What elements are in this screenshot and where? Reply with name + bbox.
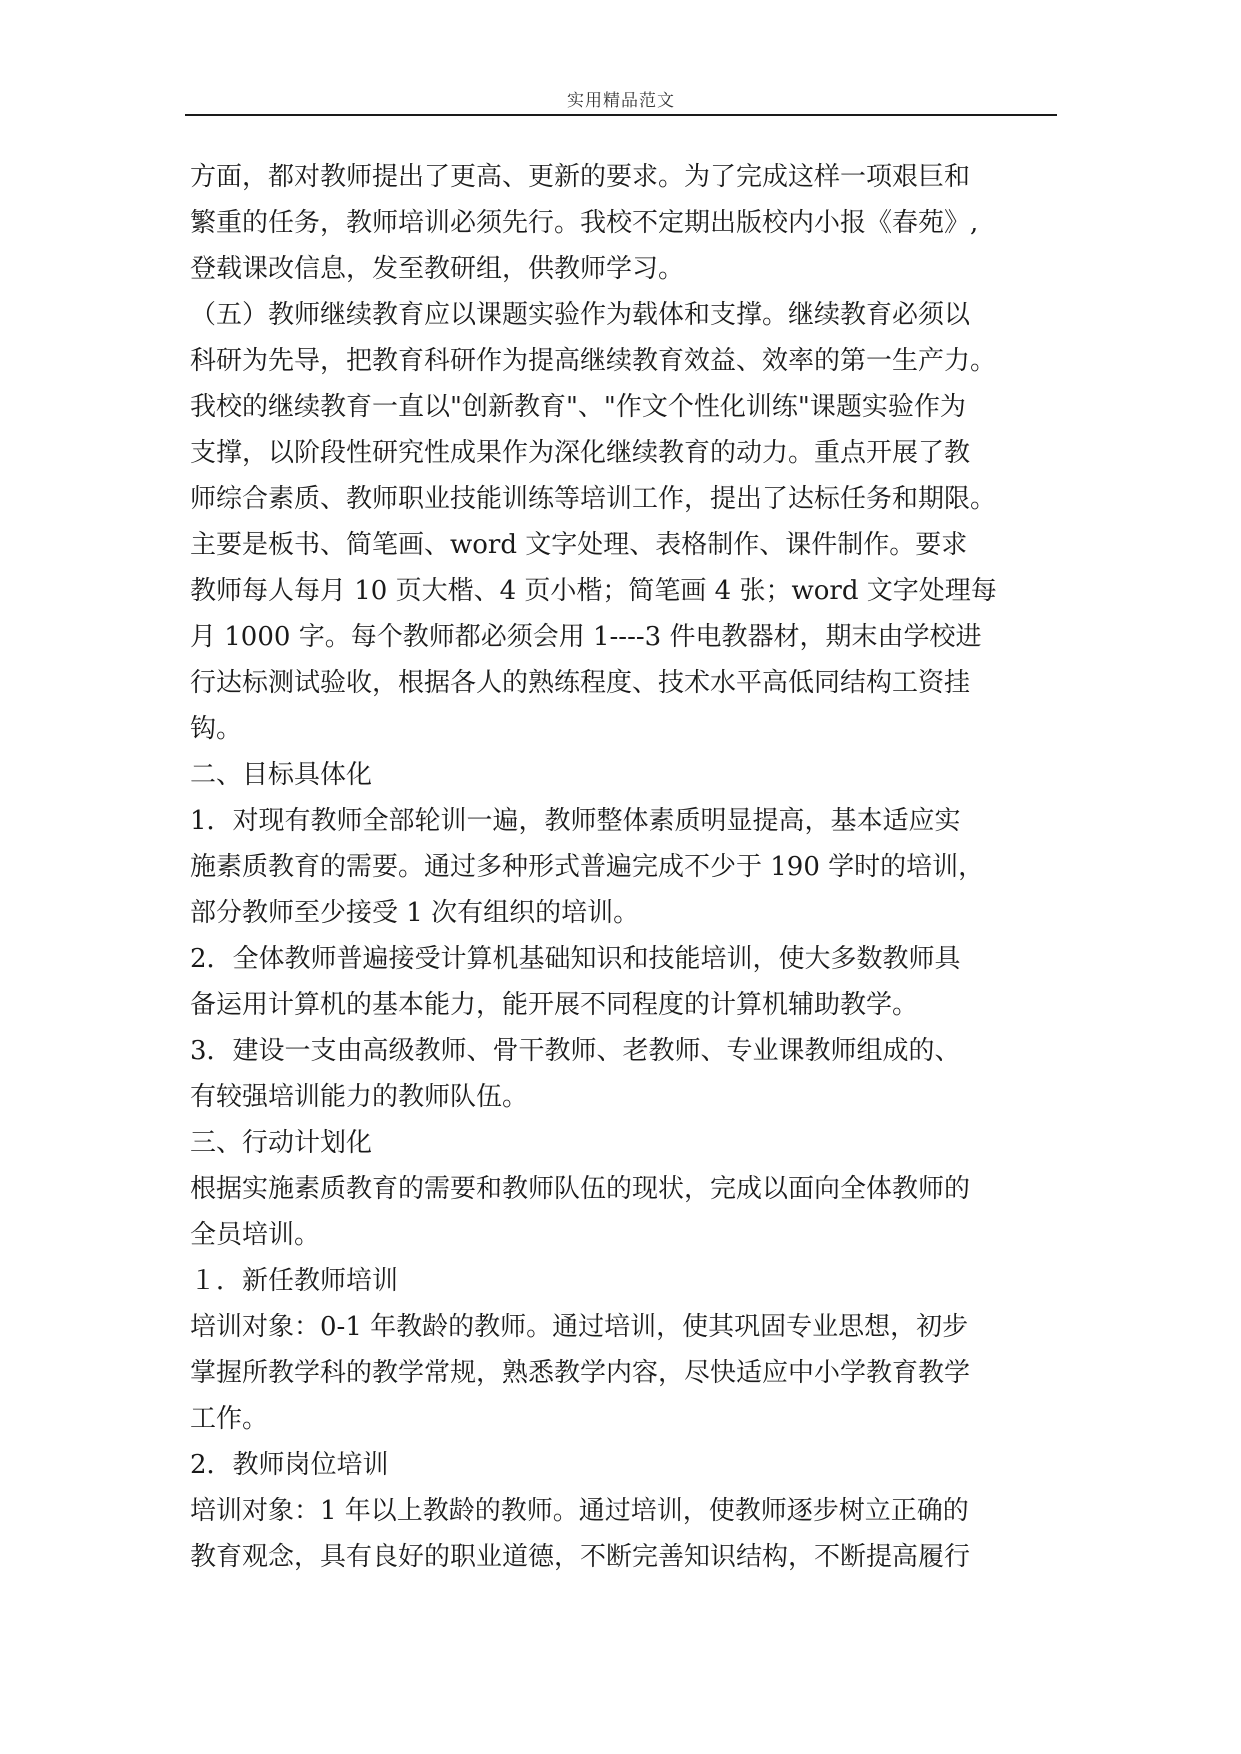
text-line: 培训对象：1 年以上教龄的教师。通过培训，使教师逐步树立正确的	[190, 1496, 969, 1526]
text-line: 教师每人每月 10 页大楷、4 页小楷；简笔画 4 张；word 文字处理每	[190, 576, 997, 606]
section-heading: 三、行动计划化	[190, 1128, 373, 1158]
subsection-heading: 2．教师岗位培训	[190, 1450, 389, 1480]
text-line: 教育观念，具有良好的职业道德，不断完善知识结构，不断提高履行	[190, 1542, 971, 1572]
text-line: 全员培训。	[190, 1220, 321, 1250]
text-line: 月 1000 字。每个教师都必须会用 1----3 件电教器材，期末由学校进	[190, 622, 982, 652]
text-line: 3．建设一支由高级教师、骨干教师、老教师、专业课教师组成的、	[190, 1036, 961, 1066]
text-line: 行达标测试验收，根据各人的熟练程度、技术水平高低同结构工资挂	[190, 668, 971, 698]
text-line: 工作。	[190, 1404, 269, 1434]
text-line: 钩。	[190, 714, 243, 744]
text-line: 掌握所教学科的教学常规，熟悉教学内容，尽快适应中小学教育教学	[190, 1358, 971, 1388]
text-line: 方面，都对教师提出了更高、更新的要求。为了完成这样一项艰巨和	[190, 162, 971, 192]
text-line: 1．对现有教师全部轮训一遍，教师整体素质明显提高，基本适应实	[190, 806, 961, 836]
text-line: 主要是板书、简笔画、word 文字处理、表格制作、课件制作。要求	[190, 530, 968, 560]
text-line: 支撑，以阶段性研究性成果作为深化继续教育的动力。重点开展了教	[190, 438, 971, 468]
text-line: （五）教师继续教育应以课题实验作为载体和支撑。继续教育必须以	[190, 300, 971, 330]
text-line: 师综合素质、教师职业技能训练等培训工作，提出了达标任务和期限。	[190, 484, 997, 514]
text-line: 我校的继续教育一直以"创新教育"、"作文个性化训练"课题实验作为	[190, 392, 966, 422]
text-line: 备运用计算机的基本能力，能开展不同程度的计算机辅助教学。	[190, 990, 919, 1020]
text-line: 部分教师至少接受 1 次有组织的培训。	[190, 898, 640, 928]
text-line: 科研为先导，把教育科研作为提高继续教育效益、效率的第一生产力。	[190, 346, 997, 376]
page-header-title: 实用精品范文	[567, 91, 675, 111]
text-line: 繁重的任务，教师培训必须先行。我校不定期出版校内小报《春苑》,	[190, 208, 979, 238]
document-body	[190, 154, 1060, 1580]
section-heading: 二、目标具体化	[190, 760, 373, 790]
text-line: 2．全体教师普遍接受计算机基础知识和技能培训，使大多数教师具	[190, 944, 961, 974]
text-line: 施素质教育的需要。通过多种形式普遍完成不少于 190 学时的培训，	[190, 852, 985, 882]
text-line: 根据实施素质教育的需要和教师队伍的现状，完成以面向全体教师的	[190, 1174, 971, 1204]
text-line: 登载课改信息，发至教研组，供教师学习。	[190, 254, 685, 284]
subsection-heading: １．新任教师培训	[190, 1266, 399, 1296]
text-line: 培训对象：0-1 年教龄的教师。通过培训，使其巩固专业思想，初步	[190, 1312, 969, 1342]
header-divider	[185, 114, 1057, 116]
text-line: 有较强培训能力的教师队伍。	[190, 1082, 529, 1112]
